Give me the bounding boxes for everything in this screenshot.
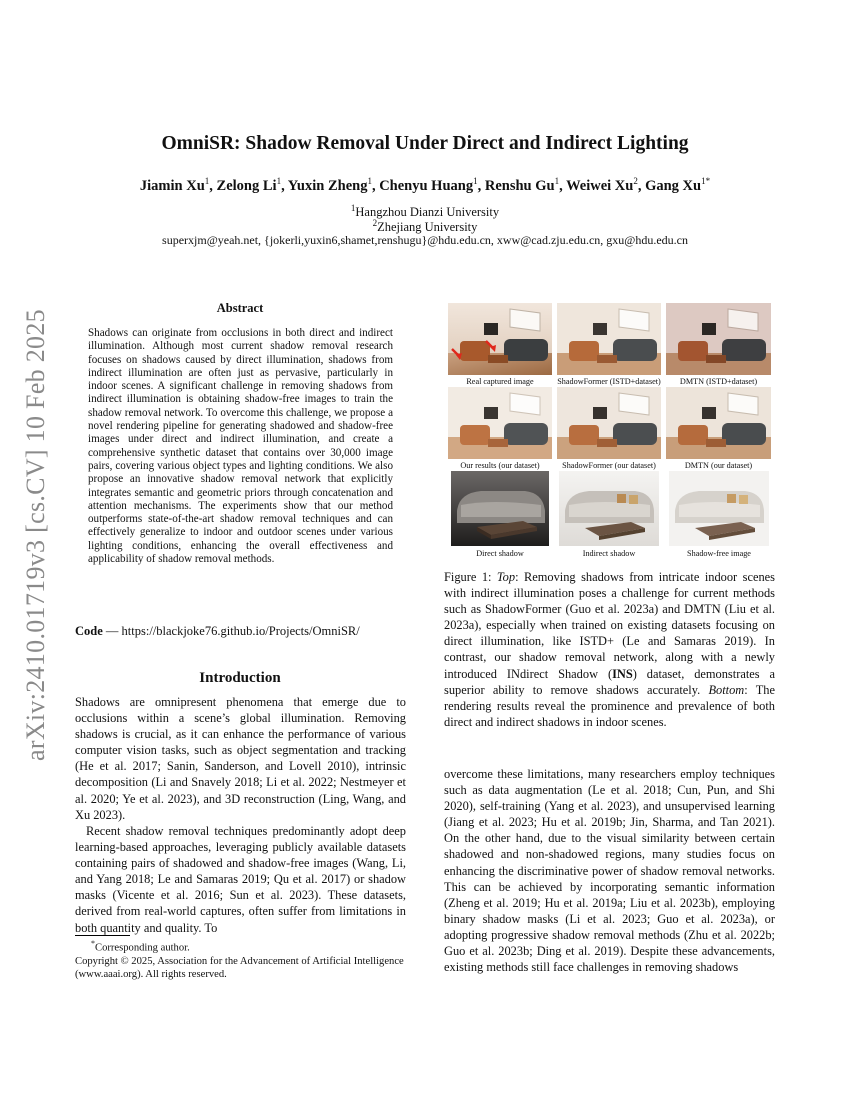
footnote-mark: * — [91, 939, 95, 948]
panel-label: DMTN (our dataset) — [684, 461, 753, 470]
panel-label: Direct shadow — [476, 549, 524, 558]
intro-paragraph-2: Recent shadow removal techniques predominantly adopt deep learning-based approaches, leveraging publicly available datasets containing pairs of shadowed and shadow-free images (Wang, Li, and Yang 2018; Le and Samaras 2019; Qu et al. 2017) or shadow masks (Vicente et al. 2016; Sun et al. 2023). These datasets, derived from real-world captures, often suffer from limitations in both quantity and quality. To — [75, 824, 406, 935]
panel-label: Shadow-free image — [687, 549, 751, 558]
right-column-paragraph: overcome these limitations, many researchers employ techniques such as data augmentation (Le et al. 2018; Cun, Pun, and Shi 2020), self-training (Yang et al. 2023), and unsupervised learning (Jiang et al. 2023; Hu et al. 2019b; Jin, Sharma, and Tan 2021). On the other hand, due to the visual similarity between certain shadowed and non-shadowed regions, many studies focus on enhancing the discriminative power of shadow removal networks. This can be achieved by incorporating semantic information (Zheng et al. 2019; Hu et al. 2019a; Liu et al. 2023b), employing binary shadow masks (Li et al. 2023; Guo et al. 2023a), or adopting progressive shadow removal methods (Zhu et al. 2022b; Guo et al. 2023b; Ding et al. 2019). Despite these advancements, existing methods still face challenges in removing shadows — [444, 767, 775, 975]
shadow-free-render — [669, 471, 769, 546]
caption-text: : The rendering results reveal the prominence and prevalence of both direct and indirect shadows in indoor scenes. — [444, 682, 775, 729]
paper-title: OmniSR: Shadow Removal Under Direct and Indirect Lighting — [161, 133, 689, 154]
author-affil-mark: 1 — [276, 176, 282, 186]
author-affil-mark: 1* — [701, 176, 711, 186]
author: Gang Xu — [645, 177, 702, 194]
introduction-heading: Introduction — [199, 670, 281, 686]
panel-label: DMTN (ISTD+dataset) — [679, 377, 758, 386]
figure-1 — [444, 303, 775, 561]
indirect-shadow-render — [559, 471, 659, 546]
panel-label: Our results (our dataset) — [460, 461, 540, 470]
abstract-heading: Abstract — [216, 301, 264, 315]
affiliation-name: Zhejiang University — [377, 220, 478, 235]
shadowformer-our-dataset-result — [557, 387, 661, 459]
footnote-corresponding — [75, 937, 406, 955]
author-list: Jiamin Xu$^1$, Zelong Li$^1$, Yuxin Zheng$^1$, Chenyu Huang$^1$, Renshu Gu$^1$, Weiwei Xu$^2$, Gang $Xu^{1*}$ — [139, 176, 711, 194]
author-affil-mark: 1 — [473, 176, 478, 186]
code-label: Code — [75, 624, 103, 638]
our-result-image — [448, 387, 552, 459]
panel-label: ShadowFormer (our dataset) — [562, 461, 656, 470]
intro-paragraph-1: Shadows are omnipresent phenomena that emerge due to occlusions within a scene’s global illumination. Removing shadows is crucial, as it can enhance the performance of various computer vision tasks, such as object segmentation and tracking (He et al. 2017; Sanin, Sanderson, and Lovell 2010), intrinsic decomposition (Li and Snavely 2018; Li et al. 2022; Nestmeyer et al. 2020; Ye et al. 2023), and 3D reconstruction (Ling, Wang, and Xu 2023). — [75, 695, 406, 822]
author-affil-mark: 1 — [554, 176, 560, 186]
caption-top-word: Top — [496, 570, 516, 584]
caption-bottom-word: Bottom — [708, 682, 745, 697]
dmtn-istd-result — [666, 303, 771, 375]
author: Renshu Gu — [484, 177, 555, 194]
caption-text: : Removing shadows from intricate indoor scenes with indirect illumination poses a challenge for current methods such as ShadowFormer (Guo et al. 2023a) and DMTN (Liu et al. 2023a), especially when trained on existing datasets focusing on direct illumination, like ISTD+ (Le and Samaras 2019). In contrast, our shadow removal network, along with a newly introduced INdirect Shadow ( — [444, 570, 775, 681]
author-emails: superxjm@yeah.net, {jokerli,yuxin6,shamet,renshugu}@hdu.edu.cn, xww@cad.zju.edu.cn, gxu@hdu.edu.cn — [162, 233, 688, 247]
footnote — [75, 937, 406, 981]
affiliation-name: Hangzhou Dianzi University — [355, 205, 500, 220]
author-affil-mark: 1 — [204, 176, 210, 186]
caption-ins: INS — [612, 666, 633, 681]
caption-label: Figure 1: — [444, 570, 492, 584]
direct-shadow-render — [451, 471, 549, 546]
author: Chenyu Huang — [379, 177, 474, 194]
panel-label: Indirect shadow — [582, 549, 636, 558]
panel-label: ShadowFormer (ISTD+dataset) — [557, 377, 661, 386]
footnote-text: Corresponding author. — [95, 942, 190, 954]
affiliation-mark: 2 — [372, 218, 378, 228]
dmtn-our-dataset-result — [666, 387, 771, 459]
author-affil-mark: 2 — [633, 176, 638, 186]
copyright-notice: Copyright © 2025, Association for the Advancement of Artificial Intelligence (www.aaai.org). All rights reserved. — [75, 955, 404, 980]
author: Jiamin Xu — [139, 177, 205, 194]
author: Yuxin Zheng — [287, 177, 368, 194]
author: Zelong Li — [216, 177, 277, 194]
abstract-text: Shadows can originate from occlusions in both direct and indirect illumination. Although most current shadow removal research focuses on shadows caused by direct illumination, shadows from indirect illumination are often just as pervasive, particularly in indoor scenes. A significant challenge in removing shadows from indirect illumination is obtaining shadow-free images to train the shadow removal network. To overcome this challenge, we propose a novel rendering pipeline for generating shadowed and shadow-free images under direct and indirect illumination, and create a comprehensive synthetic dataset that contains over 30,000 image pairs, covering various object types and lighting conditions. We also propose an innovative shadow removal network that explicitly integrates semantic and geometric priors through concatenation and attention mechanisms. The experiments show that our method outperforms state-of-the-art shadow removal techniques and can effectively generalize to indoor and outdoor scenes under various lighting conditions, enhancing the overall effectiveness and applicability of shadow removal methods. — [88, 327, 393, 566]
arxiv-stamp — [16, 290, 56, 780]
author-affil-mark: 1 — [367, 176, 372, 186]
code-line — [75, 624, 405, 639]
code-separator: — — [102, 624, 122, 638]
affiliation-mark: 1 — [350, 203, 356, 213]
code-link[interactable]: https://blackjoke76.github.io/Projects/OmniSR/ — [121, 624, 360, 638]
caption-text: ) dataset, demonstrates a superior ability to remove shadows accurately. — [444, 666, 775, 697]
shadowformer-istd-result — [557, 303, 661, 375]
footnote-rule — [75, 935, 130, 936]
arxiv-stamp-text: arXiv:2410.01719v3 [cs.CV] 10 Feb 2025 — [21, 309, 50, 761]
author: Weiwei Xu — [566, 177, 634, 194]
panel-label: Real captured image — [466, 377, 534, 386]
figure-1-caption — [444, 569, 775, 730]
real-captured-image — [448, 303, 552, 375]
